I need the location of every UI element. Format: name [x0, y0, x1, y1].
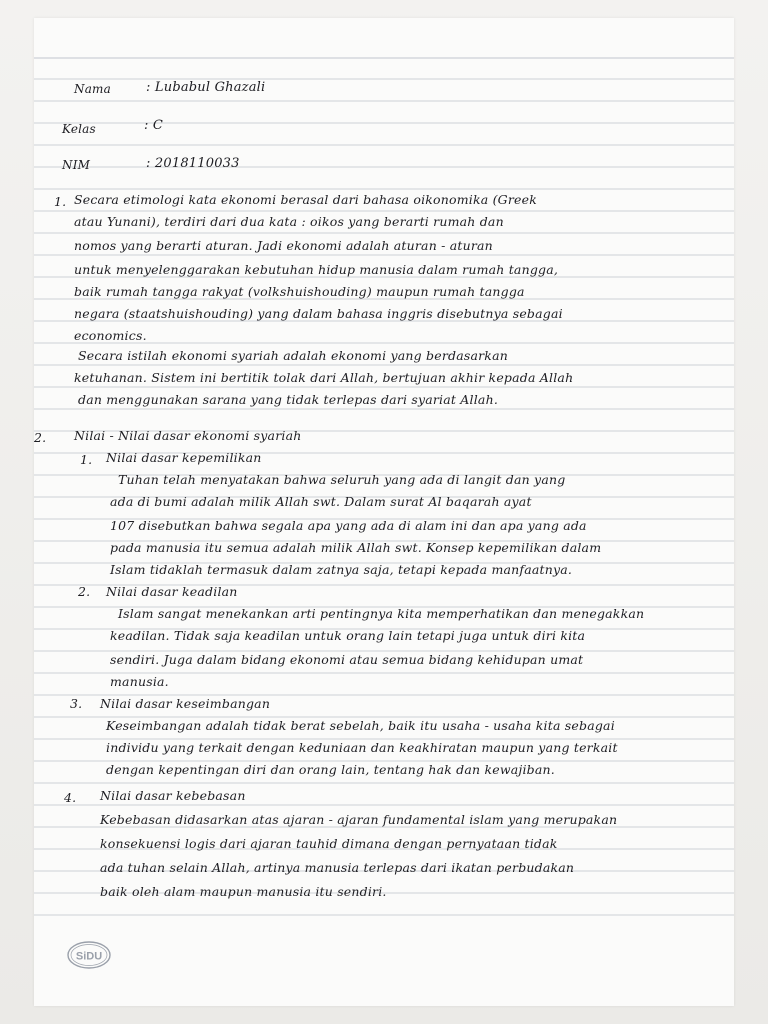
item-line: Keseimbangan adalah tidak berat sebelah, baik itu usaha - usaha kita sebagai	[106, 718, 615, 733]
item-number: 1.	[80, 452, 93, 467]
item-line: keadilan. Tidak saja keadilan untuk orang lain tetapi juga untuk diri kita	[110, 628, 586, 643]
nim-value: : 2018110033	[146, 156, 240, 171]
item-line: dengan kepentingan diri dan orang lain, tentang hak dan kewajiban.	[106, 762, 555, 777]
item-heading: Nilai dasar keseimbangan	[100, 696, 271, 711]
item-line: ada tuhan selain Allah, artinya manusia terlepas dari ikatan perbudakan	[100, 860, 575, 875]
item-line: individu yang terkait dengan keduniaan dan keakhiratan maupun yang terkait	[106, 740, 618, 755]
q1-line: economics.	[74, 328, 147, 343]
question-2-title: Nilai - Nilai dasar ekonomi syariah	[74, 428, 302, 443]
class-value: : C	[144, 118, 164, 133]
item-number: 3.	[70, 696, 83, 711]
name-value: : Lubabul Ghazali	[146, 80, 266, 95]
q1-line: atau Yunani), terdiri dari dua kata : oikos yang berarti rumah dan	[74, 214, 504, 229]
q1-line: dan menggunakan sarana yang tidak terlepas dari syariat Allah.	[78, 392, 499, 407]
q1-line: baik rumah tangga rakyat (volkshuishouding) maupun rumah tangga	[74, 284, 525, 299]
item-heading: Nilai dasar keadilan	[106, 584, 238, 599]
item-line: konsekuensi logis dari ajaran tauhid dimana dengan pernyataan tidak	[100, 836, 558, 851]
item-line: Tuhan telah menyatakan bahwa seluruh yang ada di langit dan yang	[118, 472, 566, 487]
item-line: pada manusia itu semua adalah milik Allah swt. Konsep kepemilikan dalam	[110, 540, 602, 555]
q1-line: nomos yang berarti aturan. Jadi ekonomi adalah aturan - aturan	[74, 238, 493, 253]
question-1-number: 1.	[54, 194, 67, 209]
item-heading: Nilai dasar kebebasan	[100, 788, 246, 803]
item-line: baik oleh alam maupun manusia itu sendiri.	[100, 884, 387, 899]
item-line: sendiri. Juga dalam bidang ekonomi atau semua bidang kehidupan umat	[110, 652, 584, 667]
item-line: ada di bumi adalah milik Allah swt. Dalam surat Al baqarah ayat	[110, 494, 532, 509]
question-2-number: 2.	[34, 430, 47, 445]
name-label: Nama	[74, 82, 111, 96]
q1-line: untuk menyelenggarakan kebutuhan hidup manusia dalam rumah tangga,	[74, 262, 559, 277]
item-heading: Nilai dasar kepemilikan	[106, 450, 262, 465]
q1-line: Secara istilah ekonomi syariah adalah ekonomi yang berdasarkan	[78, 348, 508, 363]
item-number: 4.	[64, 790, 77, 805]
class-label: Kelas	[62, 122, 96, 136]
item-line: Islam sangat menekankan arti pentingnya kita memperhatikan dan menegakkan	[118, 606, 645, 621]
item-line: 107 disebutkan bahwa segala apa yang ada di alam ini dan apa yang ada	[110, 518, 587, 533]
item-line: Islam tidaklah termasuk dalam zatnya saja, tetapi kepada manfaatnya.	[110, 562, 573, 577]
sidu-logo-text: SiDU	[75, 950, 103, 963]
q1-line: ketuhanan. Sistem ini bertitik tolak dari Allah, bertujuan akhir kepada Allah	[74, 370, 574, 385]
item-line: manusia.	[110, 674, 169, 689]
notebook-page	[34, 18, 734, 1006]
item-line: Kebebasan didasarkan atas ajaran - ajaran fundamental islam yang merupakan	[100, 812, 618, 827]
nim-label: NIM	[62, 158, 91, 172]
q1-line: Secara etimologi kata ekonomi berasal dari bahasa oikonomika (Greek	[74, 192, 538, 207]
handwritten-content	[34, 18, 734, 1006]
sidu-logo	[66, 940, 112, 970]
q1-line: negara (staatshuishouding) yang dalam bahasa inggris disebutnya sebagai	[74, 306, 563, 321]
item-number: 2.	[78, 584, 91, 599]
